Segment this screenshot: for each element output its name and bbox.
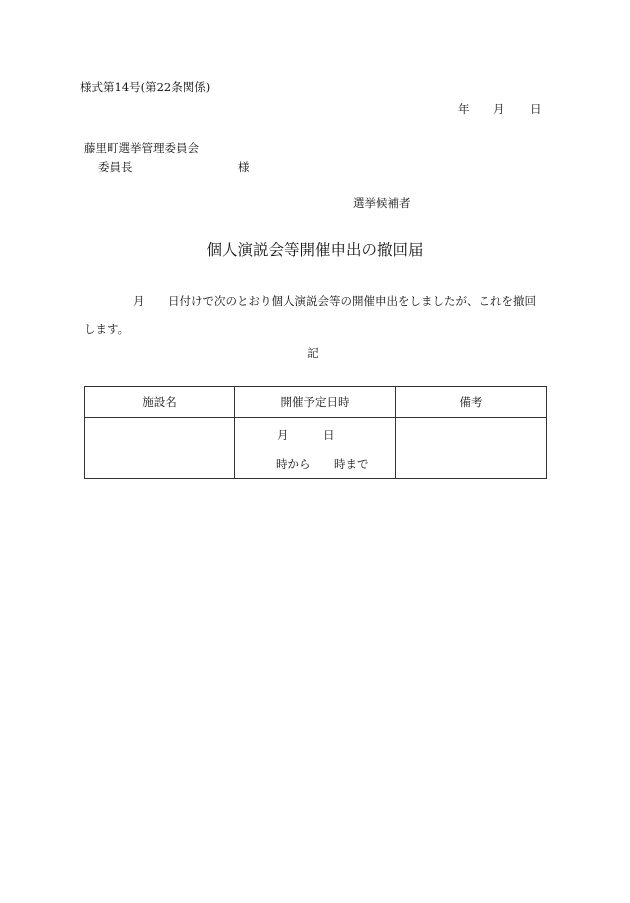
- form-number: 様式第14号(第22条関係): [80, 80, 211, 94]
- header-datetime: 開催予定日時: [235, 387, 396, 418]
- body-text-1: 日付けで次のとおり個人演説会等の開催申出をしましたが、これを撤回: [168, 294, 536, 308]
- cell-remarks: [396, 418, 547, 479]
- addressee-organization: 藤里町選挙管理委員会: [84, 141, 199, 155]
- datetime-until-label: 時まで: [334, 457, 369, 471]
- body-text-2: します。: [84, 322, 130, 336]
- date-day-label: 日: [530, 102, 542, 116]
- datetime-month-label: 月: [277, 428, 289, 442]
- datetime-day-label: 日: [323, 428, 335, 442]
- facility-table: [84, 386, 547, 479]
- cell-datetime: [235, 418, 396, 479]
- header-remarks: 備考: [396, 387, 547, 418]
- ki-label: 記: [307, 346, 319, 360]
- body-month-label: 月: [133, 294, 145, 308]
- date-month-label: 月: [493, 102, 505, 116]
- document-title: 個人演説会等開催申出の撤回届: [206, 241, 424, 259]
- table-row: [85, 418, 547, 479]
- datetime-from-label: 時から: [276, 457, 311, 471]
- ki-heading: [0, 348, 630, 360]
- cell-facility: [85, 418, 235, 479]
- addressee-honorific: 様: [238, 160, 250, 174]
- header-facility: 施設名: [85, 387, 235, 418]
- date-year-label: 年: [458, 102, 470, 116]
- applicant-label: 選挙候補者: [353, 196, 411, 210]
- table-header-row: [85, 387, 547, 418]
- addressee-title: 委員長: [98, 160, 133, 174]
